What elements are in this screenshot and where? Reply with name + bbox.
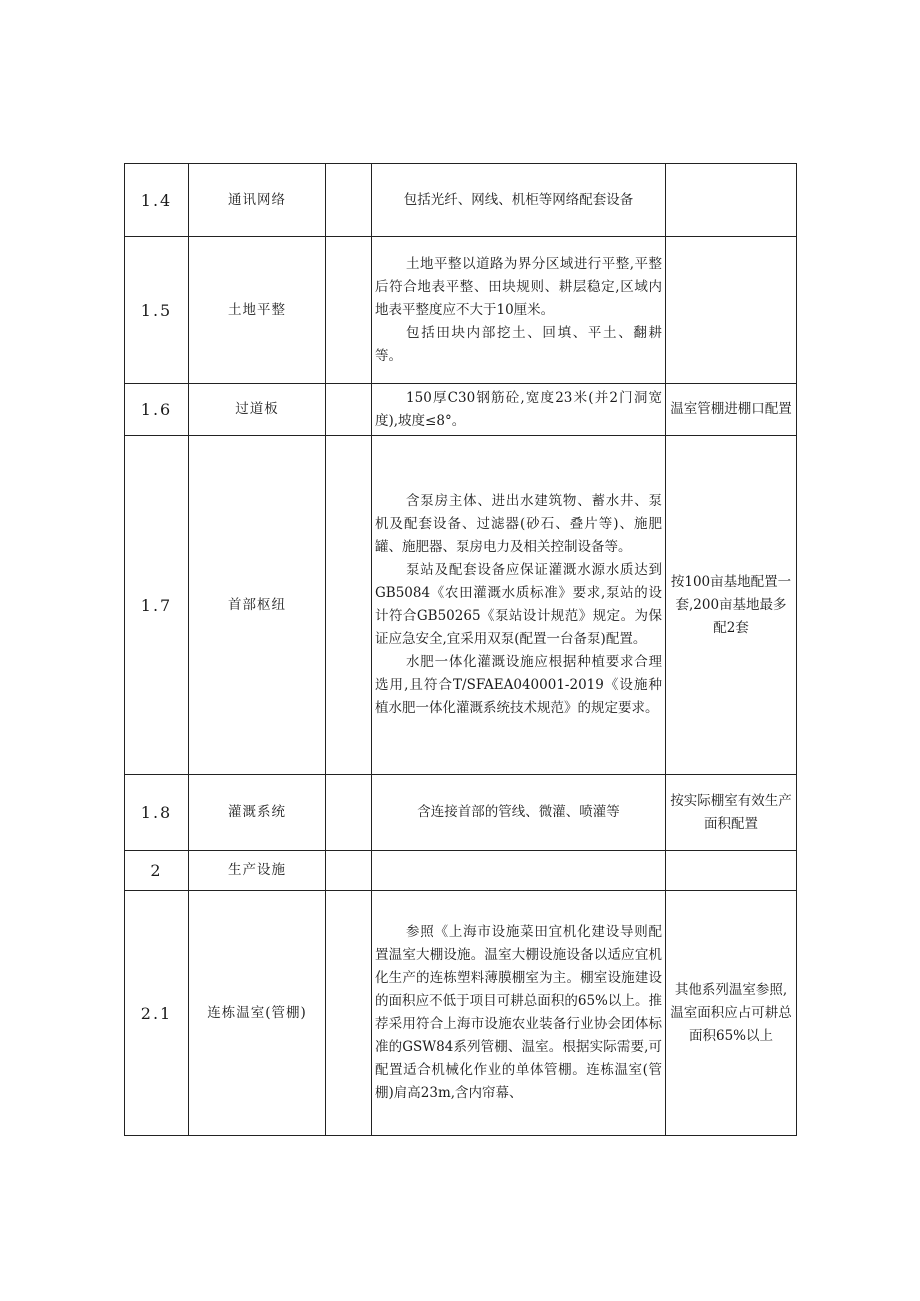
item-content bbox=[372, 436, 666, 775]
table-row bbox=[125, 384, 797, 436]
content-paragraph: 150厚C30钢筋砼,宽度23米(并2门洞宽度),坡度≤8°。 bbox=[375, 389, 662, 429]
item-remark bbox=[666, 164, 797, 237]
item-number: 2.1 bbox=[125, 891, 189, 1136]
item-name: 土地平整 bbox=[189, 237, 326, 384]
item-number: 1.7 bbox=[125, 436, 189, 775]
item-number: 1.6 bbox=[125, 384, 189, 436]
item-number: 2 bbox=[125, 851, 189, 891]
content-paragraph: 水肥一体化灌溉设施应根据种植要求合理选用,且符合T/SFAEA040001-2019《设施种植水肥一体化灌溉系统技术规范》的规定要求。 bbox=[375, 654, 662, 716]
item-quantity bbox=[326, 891, 372, 1136]
item-content bbox=[372, 237, 666, 384]
item-quantity bbox=[326, 775, 372, 851]
item-content bbox=[372, 775, 666, 851]
item-quantity bbox=[326, 384, 372, 436]
item-remark bbox=[666, 851, 797, 891]
table-row bbox=[125, 436, 797, 775]
item-number: 1.5 bbox=[125, 237, 189, 384]
table-row bbox=[125, 164, 797, 237]
item-remark bbox=[666, 237, 797, 384]
item-number: 1.8 bbox=[125, 775, 189, 851]
item-content bbox=[372, 164, 666, 237]
content-paragraph: 包括光纤、网线、机柜等网络配套设备 bbox=[403, 191, 634, 208]
table-row bbox=[125, 775, 797, 851]
item-name: 连栋温室(管棚) bbox=[189, 891, 326, 1136]
facility-spec-table bbox=[124, 163, 797, 1136]
content-paragraph: 含泵房主体、进出水建筑物、蓄水井、泵机及配套设备、过滤器(砂石、叠片等)、施肥罐、施肥器、泵房电力及相关控制设备等。 bbox=[375, 493, 662, 555]
table-row bbox=[125, 237, 797, 384]
item-remark: 按实际棚室有效生产面积配置 bbox=[666, 775, 797, 851]
item-quantity bbox=[326, 237, 372, 384]
item-remark: 温室管棚进棚口配置 bbox=[666, 384, 797, 436]
item-quantity bbox=[326, 851, 372, 891]
item-name: 灌溉系统 bbox=[189, 775, 326, 851]
content-paragraph: 泵站及配套设备应保证灌溉水源水质达到GB5084《农田灌溉水质标准》要求,泵站的设计符合GB50265《泵站设计规范》规定。为保证应急安全,宜采用双泵(配置一台备泵)配置。 bbox=[375, 562, 662, 647]
item-name: 首部枢纽 bbox=[189, 436, 326, 775]
item-name: 通讯网络 bbox=[189, 164, 326, 237]
content-paragraph: 土地平整以道路为界分区域进行平整,平整后符合地表平整、田块规则、耕层稳定,区域内地表平整度应不大于10厘米。 bbox=[375, 255, 662, 318]
item-content bbox=[372, 851, 666, 891]
item-quantity bbox=[326, 436, 372, 775]
content-paragraph: 包括田块内部挖土、回填、平土、翻耕等。 bbox=[375, 324, 662, 364]
item-content bbox=[372, 891, 666, 1136]
item-number: 1.4 bbox=[125, 164, 189, 237]
table-row bbox=[125, 891, 797, 1136]
item-name: 过道板 bbox=[189, 384, 326, 436]
content-paragraph: 参照《上海市设施菜田宜机化建设导则配置温室大棚设施。温室大棚设施设备以适应宜机化生产的连栋塑料薄膜棚室为主。棚室设施建设的面积应不低于项目可耕总面积的65%以上。推荐采用符合上海市设施农业装备行业协会团体标准的GSW84系列管棚、温室。根据实际需要,可配置适合机械化作业的单体管棚。连栋温室(管棚)肩高23m,含内帘幕、 bbox=[375, 924, 662, 1101]
table-row bbox=[125, 851, 797, 891]
content-paragraph: 含连接首部的管线、微灌、喷灌等 bbox=[417, 804, 620, 820]
item-remark: 其他系列温室参照,温室面积应占可耕总面积65%以上 bbox=[666, 891, 797, 1136]
item-content bbox=[372, 384, 666, 436]
item-name: 生产设施 bbox=[189, 851, 326, 891]
item-remark: 按100亩基地配置一套,200亩基地最多配2套 bbox=[666, 436, 797, 775]
item-quantity bbox=[326, 164, 372, 237]
